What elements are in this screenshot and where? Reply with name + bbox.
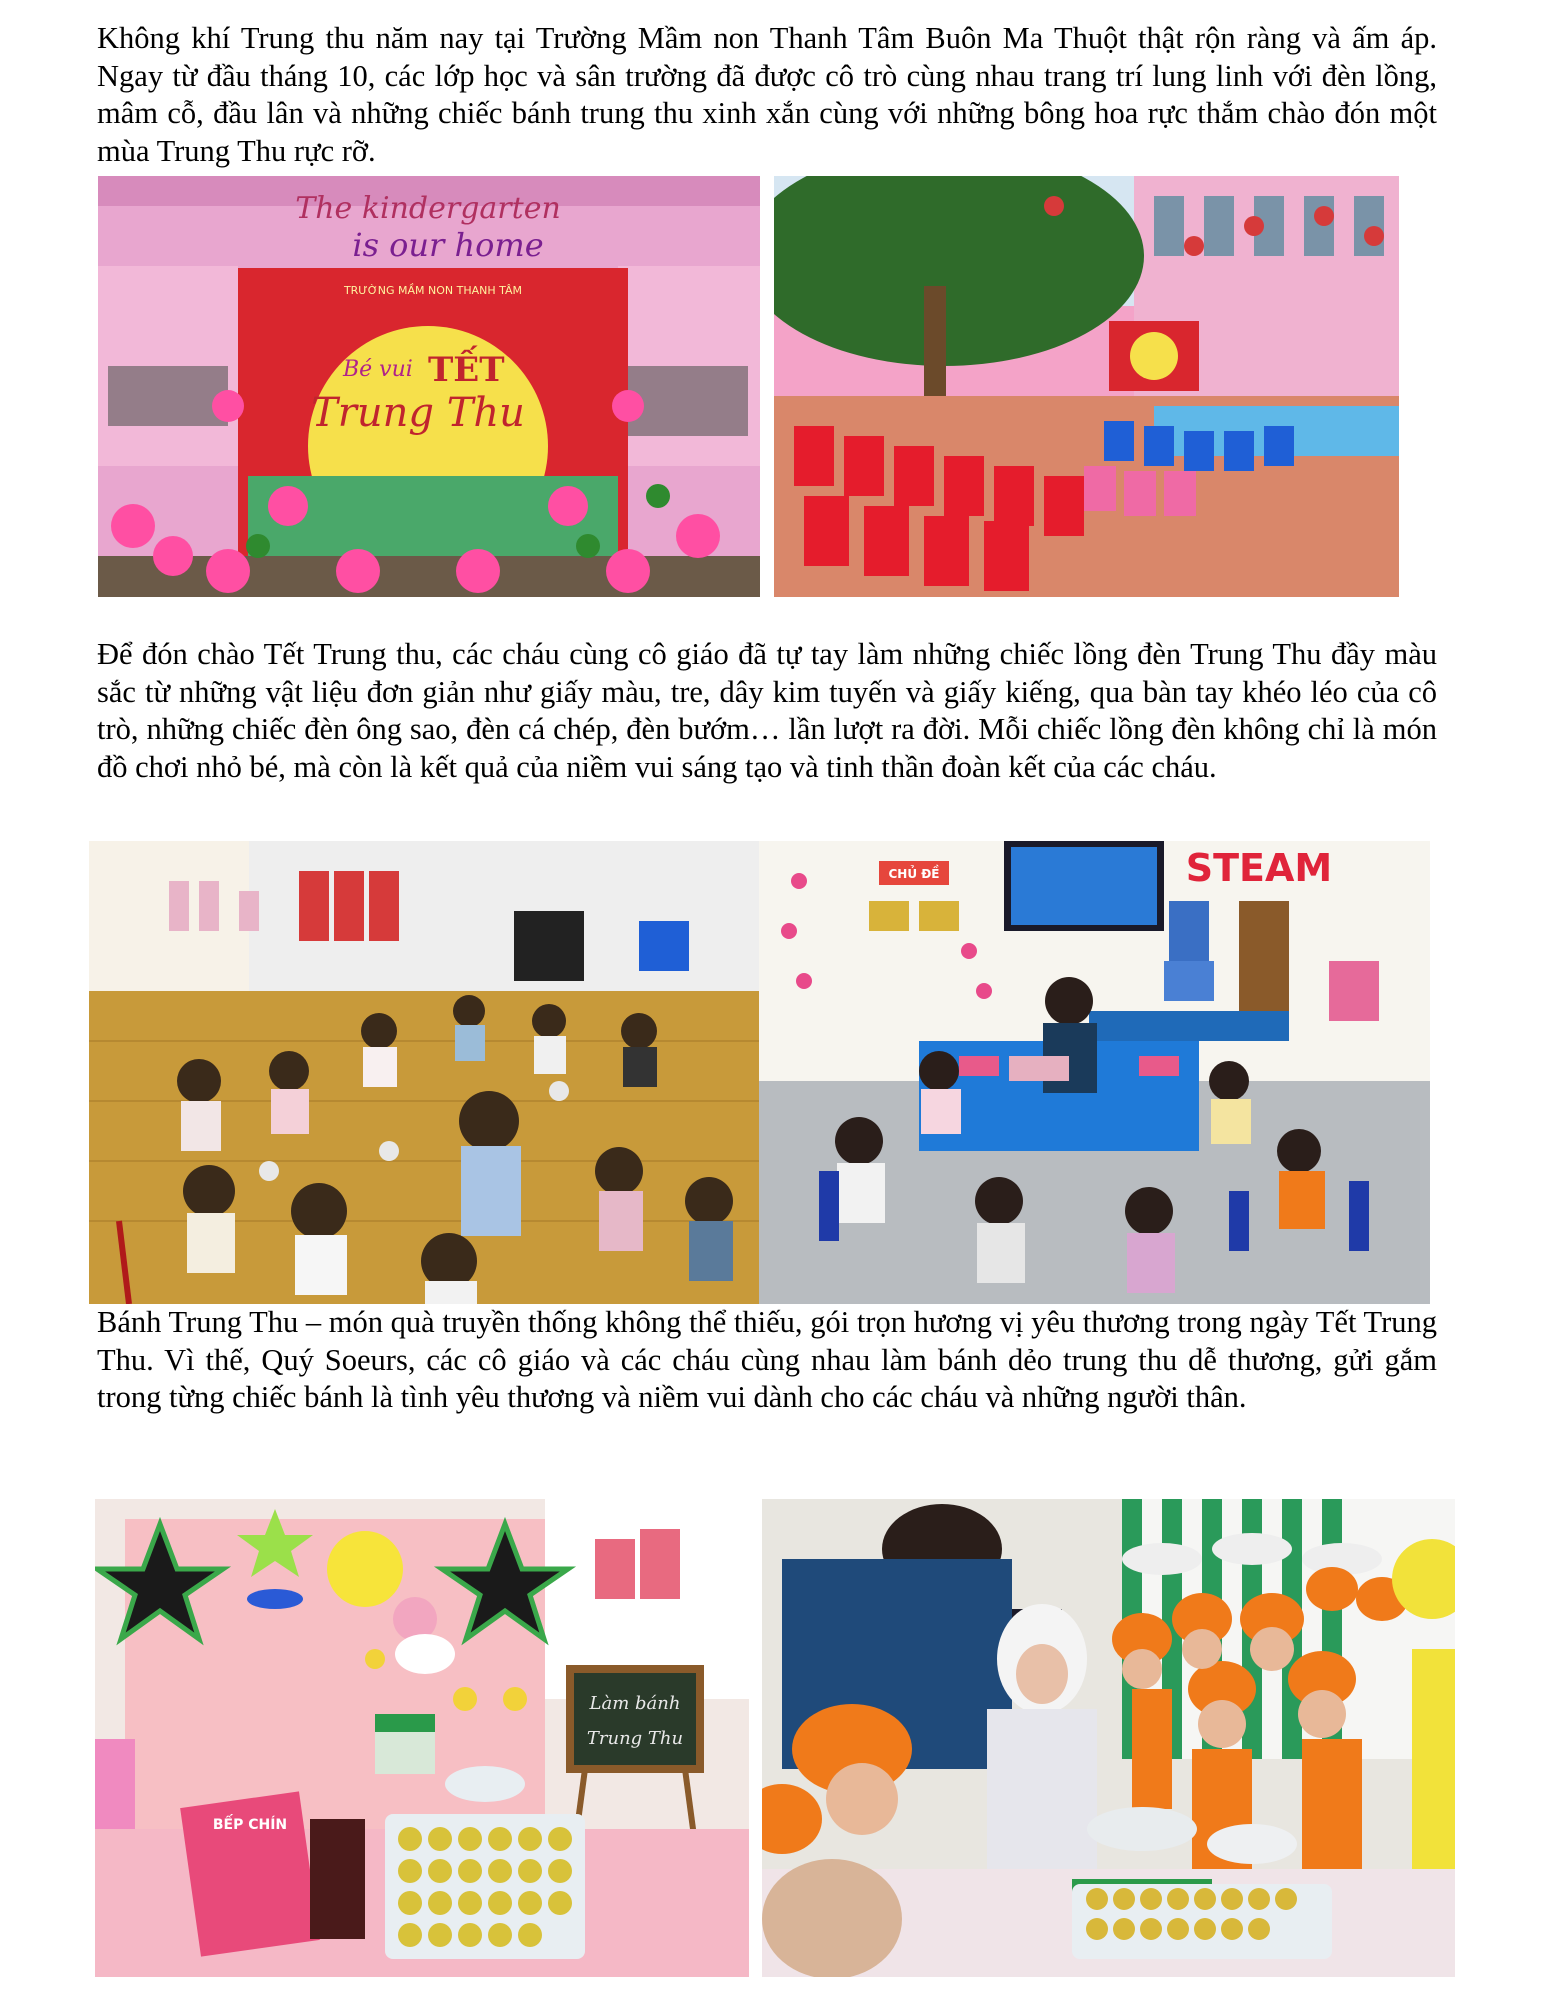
stage-banner-school: TRƯỜNG MẦM NON THANH TÂM — [343, 284, 523, 297]
steam-board-title: STEAM — [1185, 846, 1333, 890]
lantern-paragraph: Để đón chào Tết Trung thu, các cháu cùng cô giáo đã tự tay làm những chiếc lồng đèn Trung Thu đầy màu sắc từ những vật liệu đơn giản như giấy màu, tre, dây kim tuyến và giấy kiếng, qua bàn tay khéo léo của cô trò, những chiếc đèn ông sao, đèn cá chép, đèn bướm… lần lượt ra đời. Mỗi chiếc lồng đèn không chỉ là món đồ chơi nhỏ bé, mà còn là kết quả của niềm vui sáng tạo và tinh thần đoàn kết của các cháu. — [97, 637, 1437, 784]
chalkboard-line2: Trung Thu — [586, 1728, 684, 1749]
photo-lantern-making-floor — [89, 841, 759, 1304]
intro-paragraph: Không khí Trung thu năm nay tại Trường Mầm non Thanh Tâm Buôn Ma Thuột thật rộn ràng và ấm áp. Ngay từ đầu tháng 10, các lớp học và sân trường đã được cô trò cùng nhau trang trí lung linh với đèn lồng, mâm cỗ, đầu lân và những chiếc bánh trung thu xinh xắn cùng với những bông hoa rực thắm chào đón một mùa Trung Thu rực rỡ. — [97, 21, 1437, 168]
photo-stage-decoration — [98, 176, 760, 597]
stage-banner-title: Trung Thu — [311, 390, 525, 436]
stage-sign-line2: is our home — [352, 226, 544, 264]
photo-steam-classroom — [759, 841, 1430, 1304]
photo-schoolyard-chairs — [774, 176, 1399, 597]
stage-sign-line1: The kindergarten — [295, 191, 561, 226]
flour-pack-label: BẾP CHÍN — [212, 1817, 288, 1833]
steam-topic-label: CHỦ ĐỀ — [888, 867, 940, 881]
photo-baking-together — [762, 1499, 1455, 1977]
stage-banner-pre: Bé vui — [343, 357, 413, 382]
mooncake-paragraph: Bánh Trung Thu – món quà truyền thống không thể thiếu, gói trọn hương vị yêu thương trong ngày Tết Trung Thu. Vì thế, Quý Soeurs, các cô giáo và các cháu cùng nhau làm bánh dẻo trung thu dễ thương, gửi gắm trong từng chiếc bánh là tình yêu thương và niềm vui dành cho các cháu và những người thân. — [97, 1305, 1437, 1414]
stage-banner-tet: TẾT — [428, 350, 505, 390]
photo-mooncake-display — [95, 1499, 749, 1977]
chalkboard-line1: Làm bánh — [589, 1693, 681, 1714]
